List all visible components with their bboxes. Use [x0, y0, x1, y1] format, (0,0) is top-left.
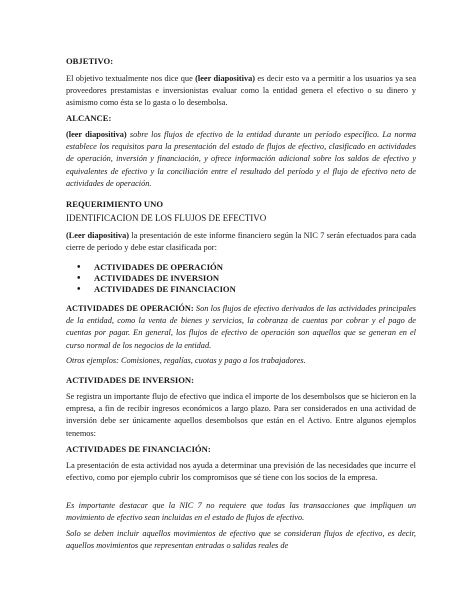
- operacion-lead: ACTIVIDADES DE OPERACIÓN:: [66, 304, 194, 313]
- inversion-paragraph: Se registra un importante flujo de efectivo que indica el importe de los desembolsos que se hicieron en la empresa, a fin de recibir ingresos económicos a largo plazo. Para ser considerados en una actividad de inversión debe ser únicamente aquellos desembolsos que están en el Activo. Entre algunos ejemplos tenemos:: [66, 392, 416, 438]
- solo-incluir-paragraph: Solo se deben incluir aquellos movimientos de efectivo que se consideran flujos de efectivo, es decir, aquellos movimientos que representan entradas o salidas reales de: [66, 529, 416, 551]
- actividades-list: [66, 262, 416, 295]
- operacion-otros-ejemplos: Otros ejemplos: Comisiones, regalías, cuotas y pago a los trabajadores.: [66, 356, 306, 365]
- identificacion-text-end: la presentación de este informe financiero según la NIC 7 serán efectuados para cada cierre de periodo y debe estar clasificada por:: [66, 231, 417, 253]
- financiacion-paragraph: La presentación de esta actividad nos ayuda a determinar una previsión de las necesidades que incurre el efectivo, como por ejemplo cubrir los compromisos que sé tiene con los socios de la empresa.: [66, 461, 416, 483]
- inversion-heading: ACTIVIDADES DE INVERSION:: [66, 375, 194, 385]
- alcance-text-italic: sobre los flujos de efectivo de la entidad durante un período específico. La norma establece los requisitos para la presentación del estado de flujos de efectivo, clasificado en actividades de operación, inversión y financiación, y ofrece información adicional sobre los saldos de efectivo y equivalentes de efectivo y la conciliación entre el resultado del período y el flujo de efectivo neto de actividades de operación.: [66, 130, 416, 188]
- nic7-destacar-paragraph: Es importante destacar que la NIC 7 no requiere que todas las transacciones que impliquen un movimiento de efectivo sean incluidas en el estado de flujos de efectivo.: [66, 501, 416, 523]
- alcance-text-bold: (leer diapositiva): [66, 130, 127, 139]
- objetivo-text-end: es decir esto va a permitir a los usuarios ya sea proveedores prestamistas e inversionistas evaluar como la entidad genera el efectivo o su dinero y asimismo como ésta se lo gasta o lo desembolsa.: [66, 74, 416, 108]
- identificacion-text-bold: (Leer diapositiva): [66, 231, 129, 240]
- operacion-text-italic: Son los flujos de efectivo derivados de las actividades principales de la entidad, como la venta de bienes y servicios, la cobranza de cuentas por cobrar y el pago de cuentas por pagar. En general, los flujos de efectivo de operación son aquellos que se generan en el curso normal de los negocios de la entidad.: [66, 304, 417, 350]
- requerimiento-uno-heading: REQUERIMIENTO UNO: [66, 199, 164, 209]
- objetivo-text-start: El objetivo textualmente nos dice que: [66, 74, 196, 83]
- alcance-paragraph: [66, 129, 416, 190]
- objetivo-text-bold: (leer diapositiva): [195, 74, 256, 83]
- identificacion-paragraph: [66, 230, 416, 254]
- identificacion-heading: IDENTIFICACION DE LOS FLUJOS DE EFECTIVO: [66, 213, 267, 223]
- operacion-paragraph: [66, 303, 416, 352]
- financiacion-heading: ACTIVIDADES DE FINANCIACIÓN:: [66, 444, 211, 454]
- alcance-heading: ALCANCE:: [66, 113, 112, 123]
- objetivo-heading: OBJETIVO:: [66, 56, 114, 66]
- list-item-inversion: • ACTIVIDADES DE INVERSION: [66, 273, 416, 284]
- list-item-operacion: • ACTIVIDADES DE OPERACIÓN: [66, 262, 416, 273]
- list-item-financiacion: • ACTIVIDADES DE FINANCIACION: [66, 284, 416, 295]
- objetivo-paragraph: [66, 73, 416, 110]
